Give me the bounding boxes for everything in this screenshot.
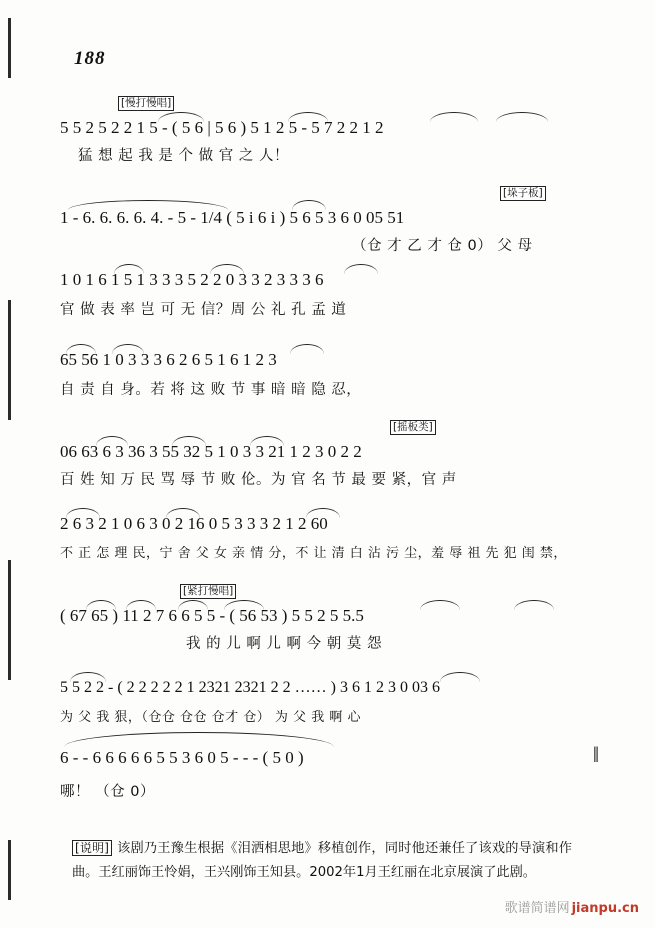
lyric-row-3: 官 做 表 率 岂 可 无 信？周 公 礼 孔 孟 道 xyxy=(60,302,347,318)
note-row-6: 2 6 3 2 1 0 6 3 0 2 16 0 5 3 3 3 2 1 2 60 xyxy=(60,514,328,533)
note-row-5: 06 63 6 3 36 3 55 32 5 1 0 3 3 21 1 2 3 0 2 2 xyxy=(60,442,362,461)
note-row-8: 5 5 2 2 - ( 2 2 2 2 2 1 2321 2321 2 2 …… ) 3 6 1 2 3 0 03 6 xyxy=(60,679,440,696)
music-line-8 xyxy=(60,676,605,728)
music-line-7 xyxy=(60,584,605,654)
watermark-brand: jianpu.cn xyxy=(571,901,639,916)
tempo-mark-1: [慢打慢唱] xyxy=(118,96,174,111)
binding-mark xyxy=(8,840,11,900)
note-row-2: 1 - 6. 6. 6. 6. 4. - 5 - 1/4 ( 5 i 6 i ) 5 6 5 3 6 0 05 51 xyxy=(60,208,405,227)
note-row-9: 6 - - 6 6 6 6 6 5 5 3 6 0 5 - - - ( 5 0 ) xyxy=(60,748,304,767)
lyric-row-5: 百 姓 知 万 民 骂 辱 节 败 伦。为 官 名 节 最 要 紧，官 声 xyxy=(60,472,457,488)
note-row-7: ( 67 65 ) 11 2 7 6 6 5 5 - ( 56 53 ) 5 5 2 5 5.5 xyxy=(60,606,364,625)
footnote-text: 该剧乃王豫生根据《泪洒相思地》移植创作，同时他还兼任了该戏的导演和作曲。王红丽饰王怜娟，王兴刚饰王知县。2002年1月王红丽在北京展演了此剧。 xyxy=(72,841,572,880)
lyric-row-8: 为 父 我 狠，（仓仓 仓仓 仓才 仓） 为 父 我 啊 心 xyxy=(60,710,361,725)
music-line-6 xyxy=(60,512,605,564)
music-line-3 xyxy=(60,268,605,320)
lyric-row-6: 不 正 怎 理 民，宁 舍 父 女 亲 情 分，不 让 清 白 沾 污 尘，羞 辱 祖 先 犯 闺 禁， xyxy=(60,546,567,561)
footnote-tag: [说明] xyxy=(72,840,112,856)
tempo-mark-2: [垛子板] xyxy=(500,186,546,201)
watermark-text: 歌谱简谱网 xyxy=(504,901,570,916)
lyric-row-7: 我 的 儿 啊 儿 啊 今 朝 莫 怨 xyxy=(186,636,382,652)
binding-mark xyxy=(8,18,11,78)
footnote xyxy=(72,836,572,885)
music-line-4 xyxy=(60,348,605,400)
binding-mark xyxy=(8,560,11,680)
lyric-row-1: 猛 想 起 我 是 个 做 官 之 人！ xyxy=(78,148,289,164)
lyric-row-2: （仓 才 乙 才 仓 0） 父 母 xyxy=(352,238,533,254)
note-row-3: 1 0 1 6 1 5 1 3 3 3 5 2 2 0 3 3 2 3 3 3 6 xyxy=(60,270,324,289)
music-line-9 xyxy=(60,742,605,802)
note-row-1: 5 5 2 5 2 2 1 5 - ( 5 6 | 5 6 ) 5 1 2 5 - 5 7 2 2 1 2 xyxy=(60,118,384,137)
tempo-mark-3: [摇板类] xyxy=(390,420,436,435)
lyric-row-9: 哪！ （仓 0） xyxy=(60,784,155,800)
music-line-1 xyxy=(60,96,605,166)
lyric-row-4: 自 责 自 身。若 将 这 败 节 事 暗 暗 隐 忍， xyxy=(60,382,362,398)
site-watermark xyxy=(505,897,639,916)
music-line-2 xyxy=(60,186,605,256)
tempo-mark-4: [紧打慢唱] xyxy=(180,584,236,599)
music-line-5 xyxy=(60,420,605,490)
final-barline: ‖ xyxy=(592,742,599,767)
binding-mark xyxy=(8,300,11,420)
note-row-4: 65 56 1 0 3 3 3 6 2 6 5 1 6 1 2 3 xyxy=(60,350,277,369)
page-number: 188 xyxy=(74,48,106,69)
